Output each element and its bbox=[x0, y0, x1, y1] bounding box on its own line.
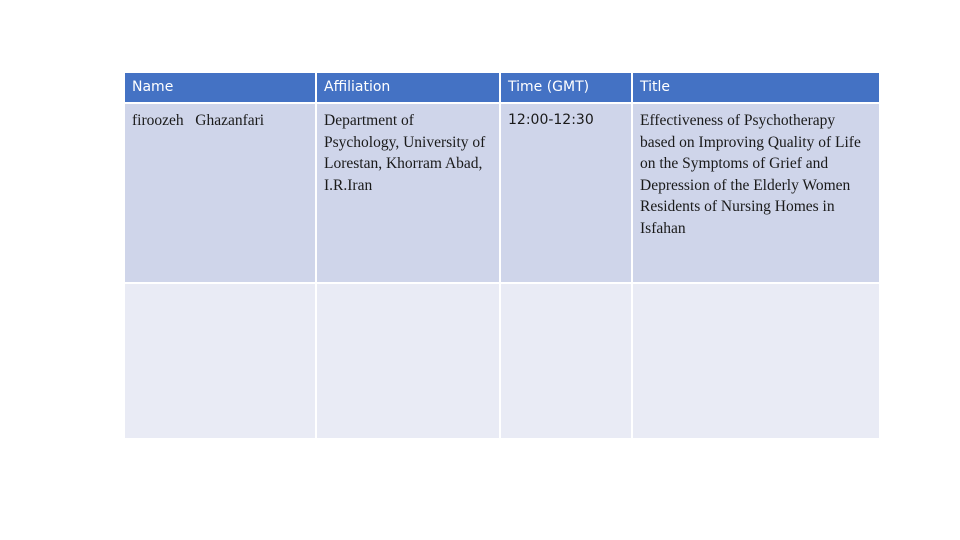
cell-affiliation bbox=[317, 284, 501, 440]
cell-title bbox=[633, 284, 879, 440]
cell-affiliation: Department of Psychology, University of Lorestan, Khorram Abad, I.R.Iran bbox=[317, 104, 501, 284]
header-title: Title bbox=[633, 73, 879, 104]
header-name: Name bbox=[125, 73, 317, 104]
speaker-name: firoozeh Ghazanfari bbox=[132, 112, 265, 129]
header-affiliation: Affiliation bbox=[317, 73, 501, 104]
table-row bbox=[125, 104, 879, 284]
cell-time bbox=[501, 284, 633, 440]
cell-name bbox=[125, 104, 317, 284]
cell-time: 12:00-12:30 bbox=[501, 104, 633, 284]
cell-title: Effectiveness of Psychotherapy based on Improving Quality of Life on the Symptoms of Grief and Depression of the Elderly Women Residents of Nursing Homes in Isfahan bbox=[633, 104, 879, 284]
header-time: Time (GMT) bbox=[501, 73, 633, 104]
table-row bbox=[125, 284, 879, 440]
header-row bbox=[125, 73, 879, 104]
cell-name bbox=[125, 284, 317, 440]
schedule-table bbox=[125, 73, 879, 440]
